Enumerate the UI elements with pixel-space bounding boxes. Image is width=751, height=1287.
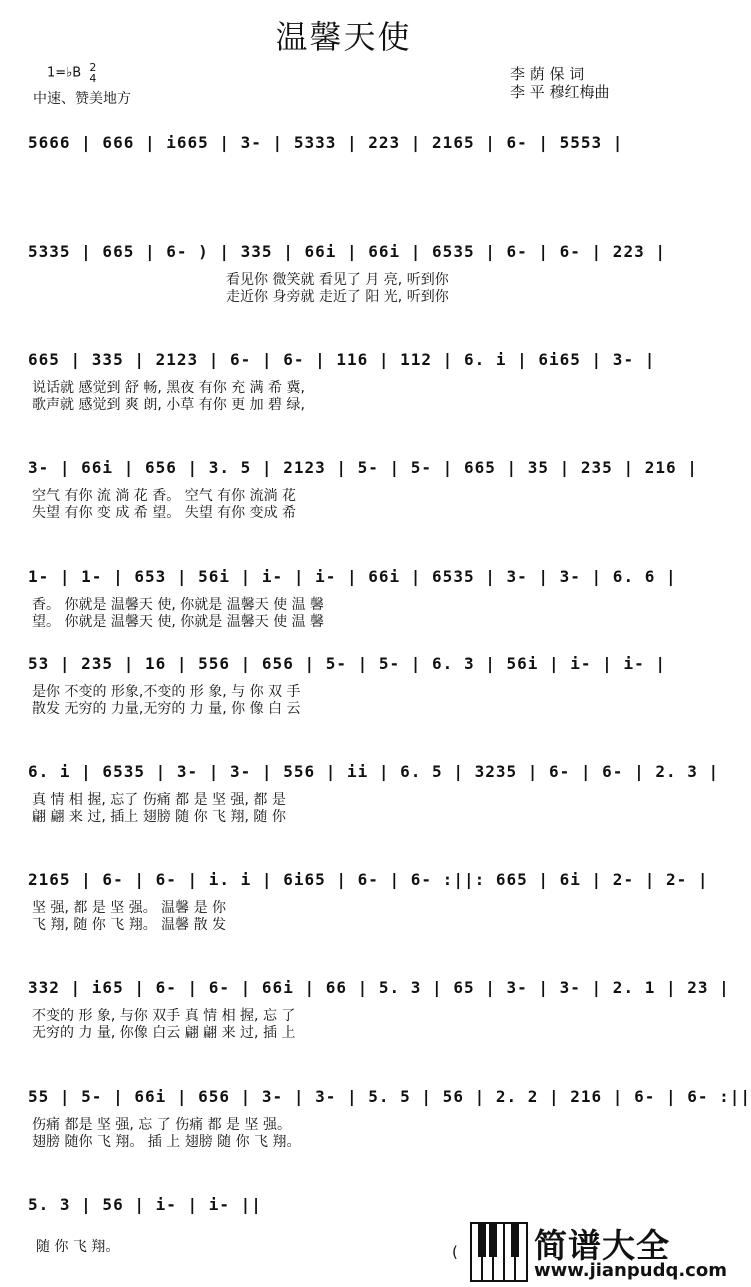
time-bottom: 4 [89, 72, 97, 85]
lyrics-verse-2: 飞 翔, 随 你 飞 翔。 温馨 散 发 [32, 917, 227, 933]
score-row-5 [28, 567, 677, 630]
lyrics-verse-2: 失望 有你 变 成 希 望。 失望 有你 变成 希 [32, 505, 297, 521]
lyricist: 李 荫 保 词 [510, 65, 585, 83]
time-signature [89, 62, 96, 84]
notes-line: 332 | i65 | 6- | 6- | 66i | 66 | 5. 3 | 65 | 3- | 3- | 2. 1 | 23 | [28, 978, 730, 997]
lyrics-verse-1: 看见你 微笑就 看见了 月 亮, 听到你 [226, 272, 449, 288]
brand-url: www.jianpudq.com [534, 1260, 727, 1281]
notes-line: 5. 3 | 56 | i- | i- || [28, 1195, 262, 1214]
lyrics-verse-2: 翅膀 随你 飞 翔。 插 上 翅膀 随 你 飞 翔。 [32, 1134, 301, 1150]
lyrics-verse-2: 翩 翩 来 过, 插上 翅膀 随 你 飞 翔, 随 你 [32, 809, 286, 825]
notes-line: 5666 | 666 | i665 | 3- | 5333 | 223 | 2165 | 6- | 5553 | [28, 133, 624, 152]
lyrics-verse-1: 不变的 形 象, 与你 双手 真 情 相 握, 忘 了 [32, 1008, 296, 1024]
composer: 李 平 穆红梅曲 [510, 83, 610, 101]
notes-line: 6. i | 6535 | 3- | 3- | 556 | ii | 6. 5 | 3235 | 6- | 6- | 2. 3 | [28, 762, 720, 781]
lyrics-verse-1: 随 你 飞 翔。 [36, 1239, 120, 1255]
lyrics-verse-2: 歌声就 感觉到 爽 朗, 小草 有你 更 加 碧 绿, [32, 397, 305, 413]
piano-icon [470, 1222, 528, 1282]
brand-name: 简谱大全 [534, 1226, 670, 1265]
key-label: 1=♭B [47, 65, 82, 81]
notes-line: 2165 | 6- | 6- | i. i | 6i65 | 6- | 6- :||: 665 | 6i | 2- | 2- | [28, 870, 709, 889]
score-row-6 [28, 654, 666, 717]
notes-line: 665 | 335 | 2123 | 6- | 6- | 116 | 112 | 6. i | 6i65 | 3- | [28, 350, 656, 369]
credits [510, 65, 610, 101]
lyrics-verse-2: 散发 无穷的 力量,无穷的 力 量, 你 像 白 云 [32, 701, 301, 717]
lyrics-verse-1: 是你 不变的 形象,不变的 形 象, 与 你 双 手 [32, 684, 301, 700]
score-row-9 [28, 978, 730, 1041]
song-title: 温馨天使 [275, 18, 412, 56]
score-row-10 [28, 1087, 751, 1150]
score-row-7 [28, 762, 720, 825]
lyrics-verse-1: 坚 强, 都 是 坚 强。 温馨 是 你 [32, 900, 227, 916]
lyrics-verse-1: 真 情 相 握, 忘了 伤痛 都 是 坚 强, 都 是 [32, 792, 286, 808]
notes-line: 3- | 66i | 656 | 3. 5 | 2123 | 5- | 5- | 665 | 35 | 235 | 216 | [28, 458, 698, 477]
notes-line: 55 | 5- | 66i | 656 | 3- | 3- | 5. 5 | 56 | 2. 2 | 216 | 6- | 6- :|| [28, 1087, 751, 1106]
lyrics-verse-2: 望。 你就是 温馨天 使, 你就是 温馨天 使 温 馨 [32, 614, 325, 630]
time-top: 2 [89, 61, 97, 74]
lyrics-verse-2: 走近你 身旁就 走近了 阳 光, 听到你 [226, 289, 449, 305]
lyrics-verse-1: 伤痛 都是 坚 强, 忘 了 伤痛 都 是 坚 强。 [32, 1117, 291, 1133]
score-row-8 [28, 870, 709, 933]
site-logo [470, 1220, 727, 1287]
score-row-1 [28, 133, 660, 163]
lyrics-verse-1: 空气 有你 流 淌 花 香。 空气 有你 流淌 花 [32, 488, 297, 504]
key-signature [47, 62, 96, 84]
score-row-3 [28, 350, 660, 413]
score-row-4 [28, 458, 698, 521]
notes-line: 53 | 235 | 16 | 556 | 656 | 5- | 5- | 6. 3 | 56i | i- | i- | [28, 654, 666, 673]
notes-line: 5335 | 665 | 6- ) | 335 | 66i | 66i | 6535 | 6- | 6- | 223 | [28, 242, 666, 261]
lyrics-verse-1: 说话就 感觉到 舒 畅, 黑夜 有你 充 满 希 冀, [32, 380, 305, 396]
score-row-2 [28, 242, 666, 305]
lyrics-verse-1: 香。 你就是 温馨天 使, 你就是 温馨天 使 温 馨 [32, 597, 325, 613]
notes-line: 1- | 1- | 653 | 56i | i- | i- | 66i | 6535 | 3- | 3- | 6. 6 | [28, 567, 677, 586]
lyrics-verse-2: 无穷的 力 量, 你像 白云 翩 翩 来 过, 插 上 [32, 1025, 296, 1041]
paren-mark: ( [452, 1243, 458, 1261]
tempo-marking: 中速、赞美地方 [33, 91, 131, 107]
